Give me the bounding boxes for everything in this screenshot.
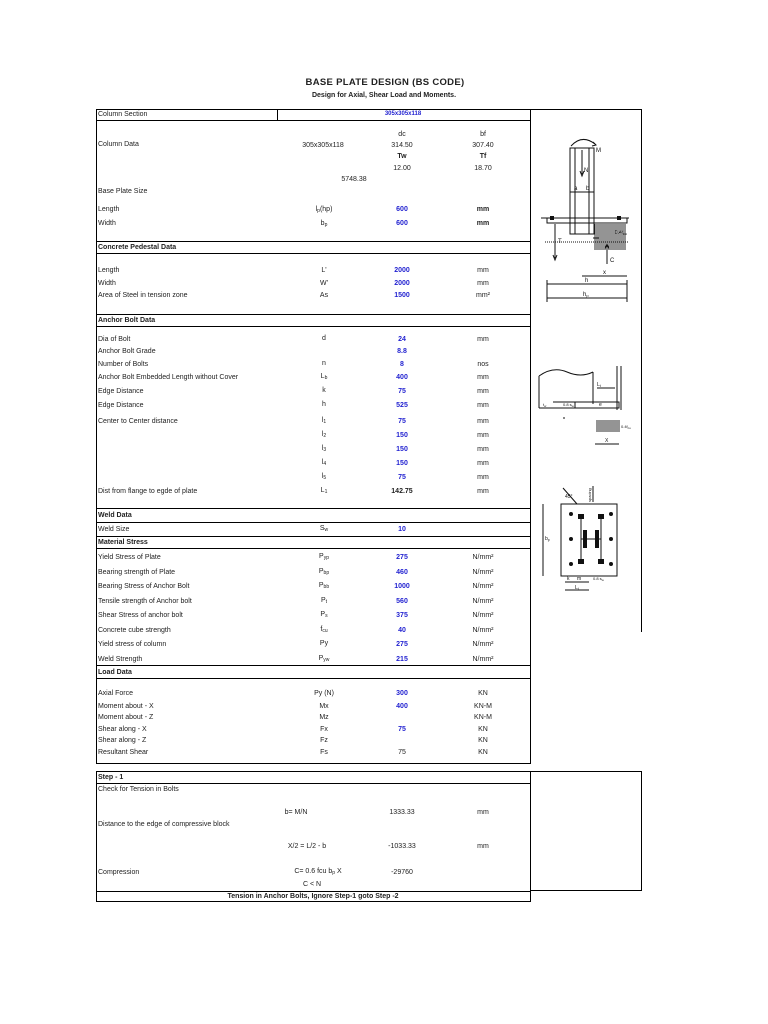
material-row-label: Shear Stress of anchor bolt — [98, 612, 183, 619]
step1-condition: C < N — [302, 881, 322, 888]
anchor-row-label: Anchor Bolt Embedded Length without Cover — [98, 374, 239, 381]
anchor-row-value: 24 — [398, 336, 406, 343]
weld-size-value: 10 — [398, 526, 406, 533]
diagram3-label-spacing: spacing — [587, 488, 592, 502]
step1-b-formula: b= M/N — [284, 809, 308, 816]
bf-value: 307.40 — [472, 142, 494, 149]
load-row-symbol: Fx — [320, 726, 328, 733]
concrete-row-symbol: L' — [321, 267, 327, 274]
diagram-label-h: h — [585, 278, 589, 284]
anchor-row-symbol: $l_1$ — [321, 417, 327, 425]
anchor-row-symbol: k — [322, 387, 326, 394]
weld-size-label: Weld Size — [98, 526, 130, 533]
load-row-unit: KN — [478, 690, 488, 697]
step1-comp-value: -29760 — [391, 869, 413, 876]
anchor-row-unit: mm — [477, 374, 489, 381]
material-row-symbol: $P_{bp}$ — [318, 567, 330, 576]
diagram-label-a: a — [574, 186, 578, 192]
diagram-plate-plan — [537, 486, 633, 598]
anchor-row-unit: mm — [477, 336, 489, 343]
step1-x-value: -1033.33 — [388, 843, 416, 850]
material-row-unit: N/mm² — [472, 597, 494, 605]
weld-size-symbol: $S_w$ — [319, 525, 329, 533]
anchor-row-unit: mm — [477, 474, 489, 481]
anchor-row-value: 8.8 — [397, 348, 407, 355]
concrete-row-symbol: As — [319, 292, 329, 299]
concrete-row-value: 2000 — [394, 267, 410, 274]
diagram3-label-bp: $b_p$ — [545, 536, 550, 542]
anchor-row-label: Edge Distance — [98, 402, 144, 409]
material-row-symbol: $P_t$ — [320, 596, 328, 605]
step1-b-unit: mm — [477, 809, 489, 816]
step1-check: Check for Tension in Bolts — [98, 786, 179, 793]
anchor-row-symbol: $L_1$ — [320, 487, 328, 495]
base-plate-length-value: 600 — [396, 206, 408, 213]
anchor-row-unit: mm — [477, 402, 489, 409]
concrete-row-label: Length — [98, 267, 120, 274]
material-row-label: Yield stress of column — [98, 641, 167, 648]
anchor-row-symbol: $l_2$ — [321, 431, 327, 439]
base-plate-length-label: Length — [98, 206, 120, 213]
diagram2-label-x: X — [605, 438, 609, 444]
material-row-unit: N/mm² — [472, 641, 494, 648]
diagram-column-elevation — [537, 134, 633, 316]
page-title: BASE PLATE DESIGN (BS CODE) — [305, 77, 465, 88]
weld-heading: Weld Data — [98, 512, 132, 519]
base-plate-length-symbol: $l_p(hp)$ — [315, 206, 333, 214]
anchor-row-label: Center to Center distance — [98, 418, 178, 425]
anchor-row-value: 8 — [400, 361, 404, 368]
step1-x-formula: X/2 = L/2 - b — [287, 843, 327, 850]
diagram-label-c: C — [610, 258, 615, 264]
concrete-row-label: Width — [98, 279, 116, 287]
material-row-unit: N/mm² — [472, 626, 494, 634]
anchor-row-symbol: n — [322, 360, 326, 367]
material-row-value: 275 — [396, 554, 408, 561]
base-plate-width-label: Width — [98, 220, 116, 227]
step1-comp-formula: C= 0.6 fcu $b_p$ X — [294, 868, 342, 876]
load-row-symbol: Mx — [319, 703, 329, 710]
column-data-label: Column Data — [98, 141, 139, 148]
material-row-unit: N/mm² — [472, 655, 494, 663]
tw-label: Tw — [397, 153, 407, 160]
anchor-row-label: Edge Distance — [98, 388, 144, 395]
step1-x-unit: mm — [477, 843, 489, 850]
diagram-plate-section — [537, 362, 633, 454]
step1-conclusion: Tension in Anchor Bolts, Ignore Step-1 goto Step -2 — [227, 893, 399, 900]
material-row-label: Concrete cube strength — [98, 626, 171, 634]
load-row-unit: KN — [478, 737, 488, 744]
material-row-label: Bearing Stress of Anchor Bolt — [98, 583, 190, 590]
anchor-row-symbol: $l_5$ — [321, 473, 327, 481]
diagram2-label-lt: $L_t$ — [597, 382, 601, 388]
material-row-value: 560 — [396, 597, 408, 605]
load-row-value: 75 — [398, 749, 406, 756]
material-heading: Material Stress — [98, 539, 148, 546]
anchor-row-value: 75 — [398, 418, 406, 425]
anchor-row-value: 150 — [396, 432, 408, 439]
anchor-row-symbol: $L_b$ — [320, 373, 328, 381]
concrete-row-label: Area of Steel in tension zone — [98, 292, 188, 299]
page-subtitle: Design for Axial, Shear Load and Moments. — [311, 92, 457, 99]
column-section-label: Column Section — [98, 111, 148, 118]
anchor-row-label: Dia of Bolt — [98, 336, 131, 343]
material-row-label: Yield Stress of Plate — [98, 554, 161, 561]
concrete-heading: Concrete Pedestal Data — [98, 244, 177, 251]
material-row-symbol: $P_{yw}$ — [318, 654, 330, 663]
anchor-row-value: 75 — [398, 474, 406, 481]
diagram-label-hp: hp — [583, 292, 589, 298]
load-row-value: 300 — [396, 690, 408, 697]
load-heading: Load Data — [98, 669, 132, 676]
material-row-symbol: $P_{yp}$ — [319, 553, 329, 561]
material-row-label: Weld Strength — [98, 655, 143, 663]
diagram3-label-lt: $L_t$ — [575, 585, 579, 591]
load-row-symbol: Fs — [320, 749, 328, 756]
anchor-row-value: 150 — [396, 460, 408, 467]
material-row-value: 275 — [396, 641, 408, 648]
dc-value: 314.50 — [391, 142, 413, 149]
concrete-row-unit: mm² — [476, 292, 490, 299]
anchor-row-symbol: $l_3$ — [321, 445, 327, 453]
concrete-row-value: 2000 — [394, 279, 410, 287]
base-plate-label: Base Plate Size — [98, 188, 148, 195]
base-plate-width-unit: mm — [476, 220, 490, 227]
load-row-symbol: Mz — [319, 714, 329, 721]
anchor-row-value: 150 — [396, 446, 408, 453]
anchor-row-label: Dist from flange to egde of plate — [98, 488, 198, 495]
base-plate-width-value: 600 — [396, 220, 408, 227]
tf-label: Tf — [479, 153, 487, 160]
step1-b-value: 1333.33 — [389, 809, 415, 816]
load-row-label: Resultant Shear — [98, 749, 149, 756]
diagram3-label-k: k — [567, 576, 570, 582]
tw-value: 12.00 — [393, 165, 411, 172]
anchor-row-label: Number of Bolts — [98, 361, 149, 368]
diagram-label-x: x — [603, 270, 606, 276]
anchor-heading: Anchor Bolt Data — [98, 317, 156, 324]
material-row-label: Bearing strength of Plate — [98, 568, 176, 576]
load-row-unit: KN-M — [474, 714, 492, 721]
diagram2-label-sw: 0.8 $s_w$ — [563, 402, 574, 408]
anchor-row-label: Anchor Bolt Grade — [98, 348, 156, 355]
anchor-row-unit: mm — [477, 388, 489, 395]
anchor-row-unit: nos — [477, 361, 489, 368]
load-row-value: 400 — [396, 703, 408, 710]
anchor-row-symbol: d — [322, 335, 326, 342]
anchor-row-unit: mm — [477, 432, 489, 439]
concrete-row-unit: mm — [477, 267, 489, 274]
material-row-unit: N/mm² — [472, 583, 494, 590]
material-row-value: 460 — [396, 568, 408, 576]
step1-heading: Step - 1 — [98, 774, 124, 781]
diagram-label-ratio: $0.4f_{cu}$ — [615, 230, 628, 236]
diagram-label-t: T — [558, 239, 562, 245]
base-plate-length-unit: mm — [476, 206, 490, 213]
anchor-row-symbol: $l_4$ — [321, 459, 327, 467]
concrete-row-value: 1500 — [394, 292, 410, 299]
column-data-extra: 5748.38 — [341, 176, 367, 183]
material-row-symbol: Py — [319, 640, 329, 647]
diagram3-label-angle: 45° — [565, 494, 573, 500]
material-row-symbol: $P_s$ — [320, 611, 328, 619]
base-plate-width-symbol: $b_p$ — [320, 220, 328, 228]
anchor-row-value: 142.75 — [391, 488, 413, 495]
step1-dist-label: Distance to the edge of compressive block — [98, 821, 230, 828]
anchor-row-unit: mm — [477, 488, 489, 495]
bf-label: bf — [480, 131, 486, 138]
material-row-symbol: $f_{cu}$ — [320, 625, 328, 634]
anchor-row-symbol: h — [322, 401, 326, 408]
load-row-unit: KN-M — [474, 703, 492, 710]
anchor-row-value: 525 — [396, 402, 408, 409]
load-row-symbol: Py (N) — [314, 690, 334, 697]
diagram2-label-e: e — [599, 402, 602, 408]
concrete-row-unit: mm — [477, 279, 489, 287]
material-row-symbol: $P_{bb}$ — [318, 582, 330, 590]
material-row-value: 1000 — [394, 583, 410, 590]
material-row-unit: N/mm² — [472, 554, 494, 561]
diagram2-label-ratio: $0.4f_{cu}$ — [621, 424, 631, 430]
anchor-row-value: 400 — [396, 374, 408, 381]
diagram-label-n: N — [584, 168, 589, 174]
anchor-row-unit: mm — [477, 418, 489, 425]
anchor-row-unit: mm — [477, 460, 489, 467]
anchor-row-value: 75 — [398, 388, 406, 395]
load-row-label: Axial Force — [98, 690, 134, 697]
load-row-label: Shear along - Z — [98, 737, 147, 744]
load-row-label: Shear along - X — [98, 726, 147, 733]
load-row-value: 75 — [398, 726, 406, 733]
diagram3-label-m: m — [577, 576, 582, 582]
load-row-label: Moment about - Z — [98, 714, 154, 721]
column-section-value: 305x305x118 — [384, 111, 422, 117]
material-row-value: 215 — [396, 655, 408, 663]
load-row-symbol: Fz — [320, 737, 328, 744]
diagram-label-b: b — [586, 186, 590, 192]
dc-label: dc — [398, 131, 406, 138]
material-row-unit: N/mm² — [472, 568, 494, 576]
diagram3-label-sw: 0.8 $s_w$ — [593, 576, 604, 582]
material-row-unit: N/mm² — [472, 612, 494, 619]
concrete-row-symbol: W' — [320, 279, 328, 287]
tf-value: 18.70 — [474, 165, 492, 172]
material-row-label: Tensile strength of Anchor bolt — [98, 597, 192, 605]
load-row-unit: KN — [478, 726, 488, 733]
load-row-unit: KN — [478, 749, 488, 756]
column-data-section: 305x305x118 — [302, 142, 344, 149]
load-row-label: Moment about - X — [98, 703, 154, 710]
anchor-row-unit: mm — [477, 446, 489, 453]
material-row-value: 40 — [398, 626, 406, 634]
diagram2-label-tw: $t_w$ — [543, 402, 547, 408]
diagram-label-m: M — [596, 148, 601, 154]
step1-comp-label: Compression — [98, 869, 140, 876]
material-row-value: 375 — [396, 612, 408, 619]
